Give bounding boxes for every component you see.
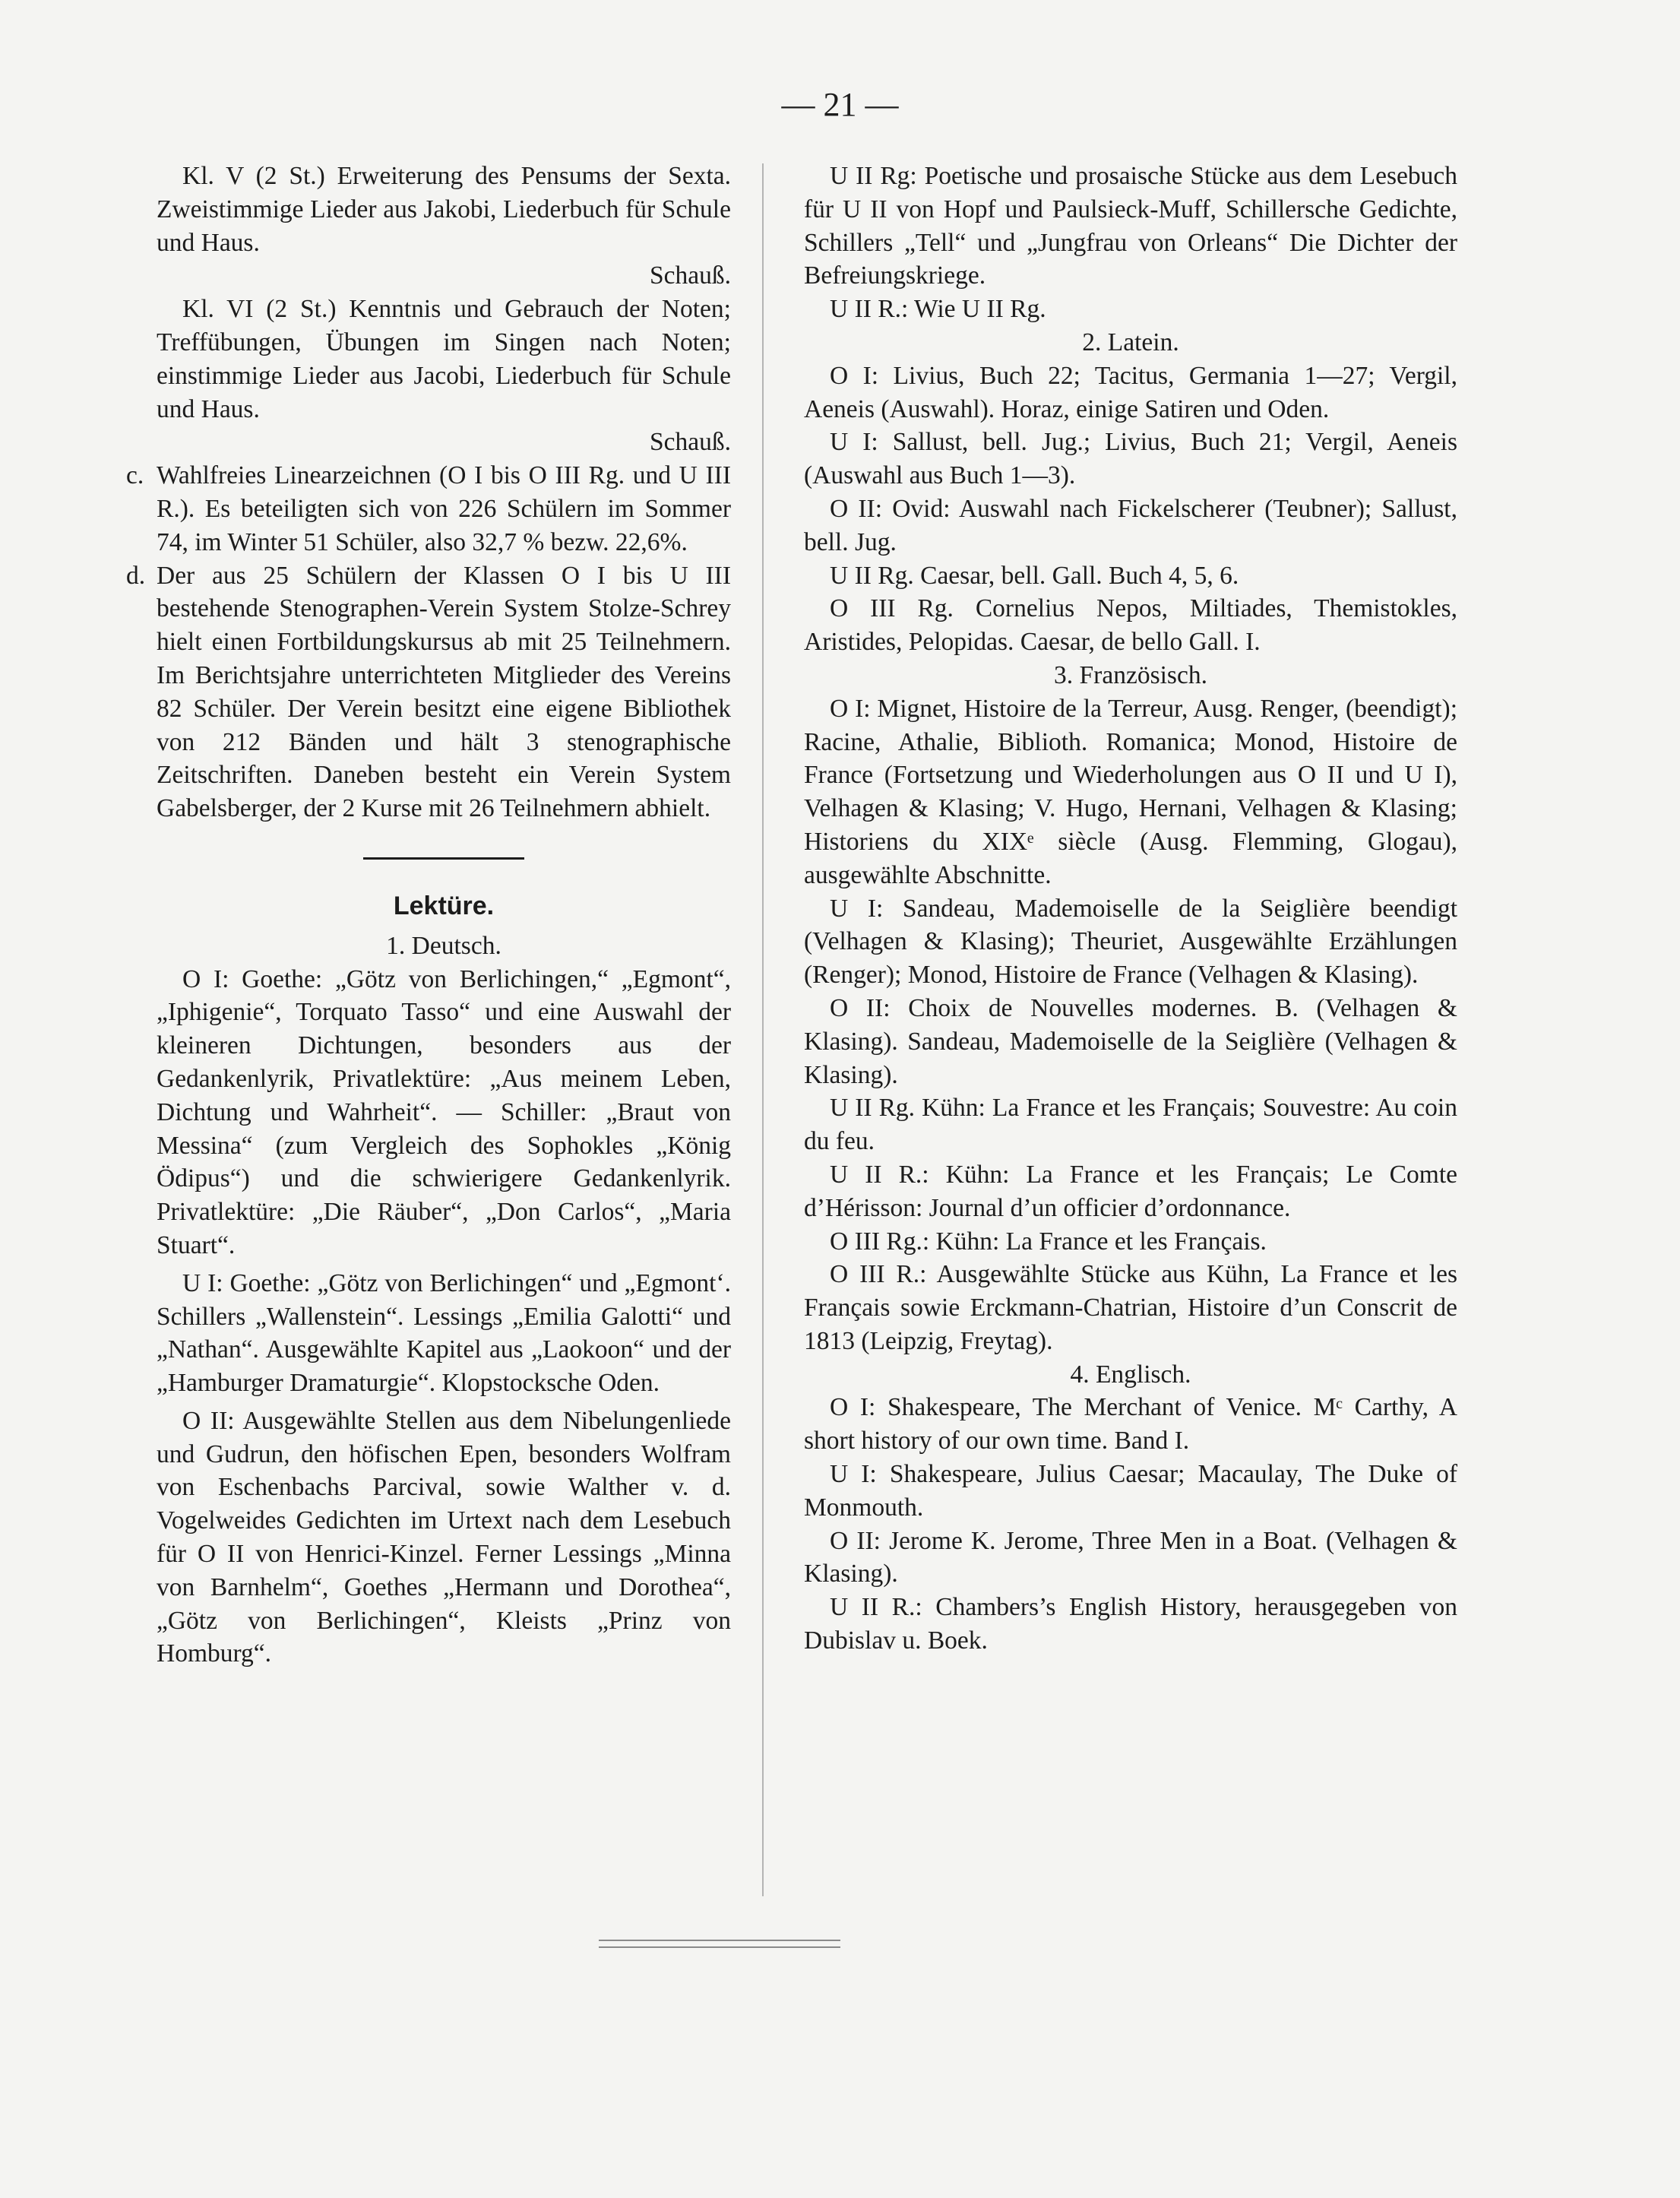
section-heading-lektuere: Lektüre.: [393, 891, 495, 920]
paragraph-latein-oii: O II: Ovid: Auswahl nach Fickelscherer (Teubner); Sallust, bell. Jug.: [804, 494, 1457, 556]
item-c-marker: c.: [126, 461, 144, 490]
paragraph-kl5: Kl. V (2 St.) Erweiterung des Pensums der Sexta. Zweistimmige Lieder aus Jakobi, Liederbuch für Schule und Haus.: [157, 162, 731, 257]
paragraph-franz-oii: O II: Choix de Nouvelles modernes. B. (Velhagen & Klasing). Sandeau, Mademoiselle de la Seiglière (Velhagen & Klasing).: [804, 993, 1457, 1089]
paragraph-deutsch-oii: O II: Ausgewählte Stellen aus dem Nibelungenliede und Gudrun, den höfischen Epen, besonders Wolfram von Eschenbachs Parcival, sowie Walther v. d. Vogelweides Gedichten im Urtext nach dem Lesebuch für O II von Henrici-Kinzel. Ferner Lessings „Minna von Barnhelm“, Goethes „Hermann und Dorothea“, „Götz von Berlichingen“, Kleists „Prinz von Homburg“.: [157, 1406, 731, 1668]
paragraph-deutsch-oi: O I: Goethe: „Götz von Berlichingen,“ „Egmont“, „Iphigenie“, Torquato Tasso“ und eine Auswahl der kleineren Dichtungen, besonders aus der Gedankenlyrik, Privatlektüre: „Aus meinem Leben, Dichtung und Wahrheit“. — Schiller: „Braut von Messina“ (zum Vergleich des Sophokles „König Ödipus“) und die schwierigere Gedankenlyrik. Privatlektüre: „Die Räuber“, „Don Carlos“, „Maria Stuart“.: [157, 964, 731, 1259]
paragraph-deutsch-uiir: U II R.: Wie U II Rg.: [830, 295, 1046, 324]
item-c-text: Wahlfreies Linearzeichnen (O I bis O III Rg. und U III R.). Es beteiligten sich von 226 Schülern im Sommer 74, im Winter 51 Schüler, also 32,7 % bezw. 22,6%.: [157, 461, 731, 556]
paragraph-kl6: Kl. VI (2 St.) Kenntnis und Gebrauch der Noten; Treffübungen, Übungen im Singen nach Noten; einstimmige Lieder aus Jacobi, Liederbuch für Schule und Haus.: [157, 295, 731, 423]
column-divider: [762, 163, 764, 1896]
paragraph-franz-oiiir: O III R.: Ausgewählte Stücke aus Kühn, La France et les Français sowie Erckmann-Chatrian, Histoire d’un Conscrit de 1813 (Leipzig, Freytag).: [804, 1260, 1457, 1355]
paragraph-deutsch-ui: U I: Goethe: „Götz von Berlichingen“ und „Egmont‘. Schillers „Wallenstein“. Lessings „Emilia Galotti“ und „Nathan“. Ausgewählte Kapitel aus „Laokoon“ und der „Hamburger Dramaturgie“. Klopstocksche Oden.: [157, 1268, 731, 1398]
paragraph-engl-ui: U I: Shakespeare, Julius Caesar; Macaulay, The Duke of Monmouth.: [804, 1460, 1457, 1522]
paragraph-latein-oiiirg: O III Rg. Cornelius Nepos, Miltiades, Themistokles, Aristides, Pelopidas. Caesar, de bello Gall. I.: [804, 594, 1457, 657]
paragraph-franz-uiirg: U II Rg. Kühn: La France et les Français; Souvestre: Au coin du feu.: [804, 1094, 1457, 1156]
item-d-text: Der aus 25 Schülern der Klassen O I bis U III bestehende Stenographen-Verein System Stolze-Schrey hielt einen Fortbildungskursus ab mit 25 Teilnehmern. Im Berichtsjahre unterrichteten Mitglieder des Vereins 82 Schüler. Der Verein besitzt eine eigene Bibliothek von 212 Bänden und hält 3 stenographische Zeitschriften. Daneben besteht ein Verein System Gabelsberger, der 2 Kurse mit 26 Teilnehmern abhielt.: [157, 561, 731, 823]
paragraph-engl-uiir: U II R.: Chambers’s English History, herausgegeben von Dubislav u. Boek.: [804, 1593, 1457, 1655]
paragraph-deutsch-uiirg: U II Rg: Poetische und prosaische Stücke aus dem Lesebuch für U II von Hopf und Paulsieck-Muff, Schillersche Gedichte, Schillers „Tell“ und „Jungfrau von Orleans“ Die Dichter der Befreiungskriege.: [804, 162, 1457, 290]
bottom-rule-lower: [599, 1946, 840, 1948]
bottom-rule-upper: [599, 1940, 840, 1941]
paragraph-franz-ui: U I: Sandeau, Mademoiselle de la Seiglière beendigt (Velhagen & Klasing); Theuriet, Ausgewählte Erzählungen (Renger); Monod, Histoire de France (Velhagen & Klasing).: [804, 894, 1457, 990]
paragraph-latein-uiirg: U II Rg. Caesar, bell. Gall. Buch 4, 5, 6.: [830, 561, 1239, 590]
signature-kl5: Schauß.: [650, 261, 731, 290]
left-column: [126, 160, 731, 1671]
paragraph-engl-oii: O II: Jerome K. Jerome, Three Men in a Boat. (Velhagen & Klasing).: [804, 1526, 1457, 1588]
subheading-franzoesisch: 3. Französisch.: [1054, 660, 1207, 689]
paragraph-franz-uiir: U II R.: Kühn: La France et les Français; Le Comte d’Hérisson: Journal d’un officier d’ordonnance.: [804, 1160, 1457, 1222]
page-number: — 21 —: [781, 86, 899, 123]
subheading-latein: 2. Latein.: [1082, 328, 1179, 356]
item-d-marker: d.: [126, 561, 146, 590]
right-column: [804, 160, 1457, 1658]
item-d: [126, 559, 731, 825]
subheading-englisch: 4. Englisch.: [1070, 1360, 1191, 1389]
subheading-deutsch: 1. Deutsch.: [386, 931, 501, 960]
section-divider: [363, 857, 524, 860]
paragraph-engl-oi: O I: Shakespeare, The Merchant of Venice. Mᶜ Carthy, A short history of our own time. Band I.: [804, 1393, 1457, 1455]
paragraph-franz-oiiirg: O III Rg.: Kühn: La France et les Français.: [830, 1227, 1267, 1256]
paragraph-franz-oi: O I: Mignet, Histoire de la Terreur, Ausg. Renger, (beendigt); Racine, Athalie, Biblioth. Romanica; Monod, Histoire de France (Fortsetzung und Wiederholungen aus O II und U I), Velhagen & Klasing; V. Hugo, Hernani, Velhagen & Klasing; Historiens du XIXᵉ siècle (Ausg. Flemming, Glogau), ausgewählte Abschnitte.: [804, 694, 1457, 889]
item-c: [126, 459, 731, 559]
paragraph-latein-oi: O I: Livius, Buch 22; Tacitus, Germania 1—27; Vergil, Aeneis (Auswahl). Horaz, einige Satiren und Oden.: [804, 361, 1457, 423]
signature-kl6: Schauß.: [650, 428, 731, 457]
paragraph-latein-ui: U I: Sallust, bell. Jug.; Livius, Buch 21; Vergil, Aeneis (Auswahl aus Buch 1—3).: [804, 428, 1457, 490]
